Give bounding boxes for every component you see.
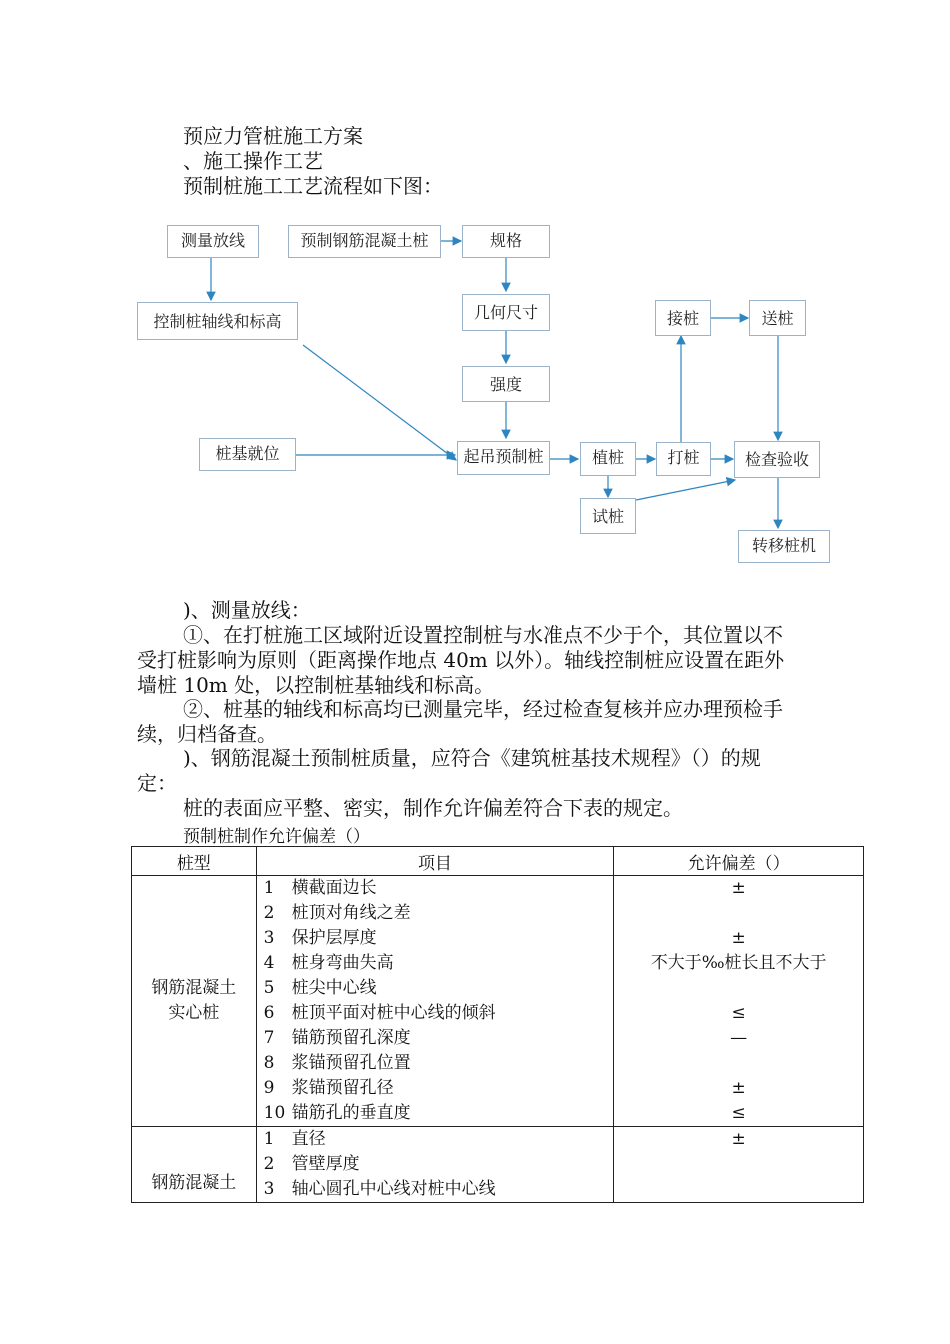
item-list xyxy=(256,1127,614,1203)
tolerance-value xyxy=(614,901,863,926)
table-caption: 预制桩制作允许偏差（） xyxy=(183,827,370,847)
table-group-tubular xyxy=(132,1127,864,1203)
flow-node-inspect: 检查验收 xyxy=(734,441,820,478)
flow-node-send: 送桩 xyxy=(749,300,806,336)
flow-node-pile-base: 桩基就位 xyxy=(199,438,296,471)
para-surface: 桩的表面应平整、密实，制作允许偏差符合下表的规定。 xyxy=(183,796,683,820)
tolerance-list xyxy=(614,876,864,1127)
flow-node-control: 控制桩轴线和标高 xyxy=(137,302,298,340)
process-flowchart xyxy=(0,0,950,600)
pile-type-line1: 钢筋混凝土 xyxy=(151,1173,237,1193)
pile-type-cell xyxy=(132,876,257,1127)
tolerance-value: 不大于‰桩长且不大于 xyxy=(650,953,827,973)
para-survey-heading: )、测量放线： xyxy=(183,598,311,622)
table-row: 2 管壁厚度 xyxy=(263,1154,360,1174)
table-row: 10 锚筋孔的垂直度 xyxy=(263,1103,411,1123)
tolerance-value: ± xyxy=(731,928,746,948)
tolerance-table xyxy=(131,846,864,1203)
tolerance-value: — xyxy=(730,1028,748,1048)
tolerance-value: ± xyxy=(731,1129,746,1149)
tolerance-value: ± xyxy=(731,1078,746,1098)
para-survey-2b: 续，归档备查。 xyxy=(137,722,277,746)
table-row: 7 锚筋预留孔深度 xyxy=(263,1028,411,1048)
table-row: 3 轴心圆孔中心线对桩中心线 xyxy=(263,1179,496,1199)
para-quality-a: )、钢筋混凝土预制桩质量，应符合《建筑桩基技术规程》（）的规 xyxy=(183,746,761,770)
para-survey-2a: ②、桩基的轴线和标高均已测量完毕，经过检查复核并应办理预检手 xyxy=(183,697,783,721)
pile-type-line1: 钢筋混凝土 xyxy=(151,978,237,998)
section-heading: 、施工操作工艺 xyxy=(183,149,323,173)
flow-node-dims: 几何尺寸 xyxy=(462,294,550,331)
table-row: 6 桩顶平面对桩中心线的倾斜 xyxy=(263,1003,496,1023)
table-row: 1 直径 xyxy=(263,1129,326,1149)
flow-node-survey: 测量放线 xyxy=(167,225,259,258)
arrow-control-hoist xyxy=(303,345,456,460)
para-quality-b: 定： xyxy=(137,771,177,795)
table-row: 8 浆锚预留孔位置 xyxy=(263,1053,411,1073)
flow-intro: 预制桩施工工艺流程如下图： xyxy=(183,174,443,198)
tolerance-value xyxy=(614,976,863,1001)
flow-node-trial: 试桩 xyxy=(580,498,636,534)
flow-node-splice: 接桩 xyxy=(655,300,711,336)
arrow-trial-inspect xyxy=(636,480,735,500)
flow-node-move: 转移桩机 xyxy=(738,530,830,563)
tolerance-value: ≤ xyxy=(731,1003,746,1023)
tolerance-list xyxy=(614,1127,864,1203)
table-row: 2 桩顶对角线之差 xyxy=(263,903,411,923)
table-row: 9 浆锚预留孔径 xyxy=(263,1078,394,1098)
table-row: 1 横截面边长 xyxy=(263,878,377,898)
pile-type-cell xyxy=(132,1127,257,1203)
flow-node-strength: 强度 xyxy=(462,366,550,402)
header-tolerance: 允许偏差（） xyxy=(614,847,864,876)
header-pile-type: 桩型 xyxy=(132,847,257,876)
flow-node-precast: 预制钢筋混凝土桩 xyxy=(288,225,441,258)
tolerance-value: ≤ xyxy=(731,1103,746,1123)
tolerance-value xyxy=(614,1051,863,1076)
para-survey-1c: 墙桩 10m 处，以控制桩基轴线和标高。 xyxy=(137,673,495,697)
tolerance-value: ± xyxy=(731,878,746,898)
tolerance-value xyxy=(614,1177,863,1202)
para-survey-1b: 受打桩影响为原则（距离操作地点 40m 以外）。轴线控制桩应设置在距外 xyxy=(137,648,785,672)
flow-node-plant: 植桩 xyxy=(580,442,636,476)
pile-type-line2: 实心桩 xyxy=(168,1003,220,1023)
table-header-row xyxy=(132,847,864,876)
table-group-solid xyxy=(132,876,864,1127)
flow-node-hoist: 起吊预制桩 xyxy=(457,441,550,475)
flow-node-drive: 打桩 xyxy=(656,442,711,476)
table-row: 3 保护层厚度 xyxy=(263,928,377,948)
item-list xyxy=(256,876,614,1127)
para-survey-1a: ①、在打桩施工区域附近设置控制桩与水准点不少于个，其位置以不 xyxy=(183,623,783,647)
document-title: 预应力管桩施工方案 xyxy=(183,124,363,148)
tolerance-value xyxy=(614,1152,863,1177)
table-row: 5 桩尖中心线 xyxy=(263,978,377,998)
flow-node-spec: 规格 xyxy=(462,225,550,258)
header-item: 项目 xyxy=(256,847,614,876)
table-row: 4 桩身弯曲失高 xyxy=(263,953,394,973)
